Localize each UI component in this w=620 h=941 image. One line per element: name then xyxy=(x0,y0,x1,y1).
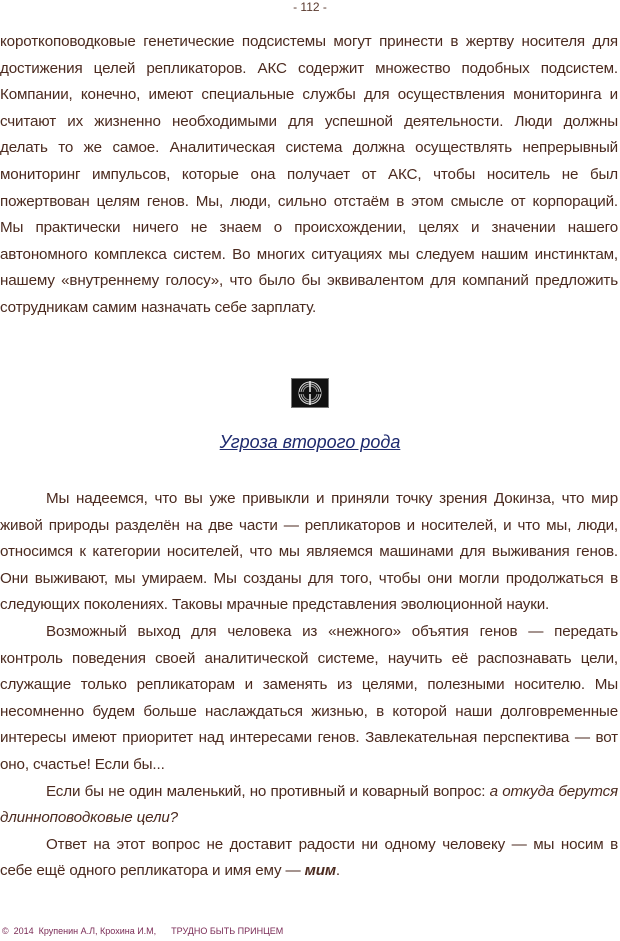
text-line: считают их жизненно необходимыми для успешной деятельности. Люди должны xyxy=(0,112,618,130)
italic-question: а откуда берутся длинноповодковые цели? xyxy=(0,782,618,827)
text-line: пожертвован целям генов. Мы, люди, сильно отстаём в этом смысле от корпораций. xyxy=(0,192,618,210)
text-line: короткоповодковые генетические подсистемы могут принести в жертву носителя для xyxy=(0,33,618,50)
text-line: мониторинг импульсов, которые она получает от АКС, чтобы носитель не был xyxy=(0,165,618,183)
paragraph xyxy=(0,832,618,885)
paragraph-text: Если бы не один маленький, но противный и коварный вопрос: xyxy=(46,782,490,800)
text-line: нашему «внутреннему голосу», что было бы эквивалентом для компаний предложить xyxy=(0,272,618,290)
text-line: Компании, конечно, имеют специальные службы для осуществления мониторинга и xyxy=(0,86,618,104)
chapter-title[interactable]: Угроза второго рода xyxy=(219,432,401,452)
page-number: - 112 - xyxy=(293,0,327,14)
text-line: достижения целей репликаторов. АКС содержит множество подобных подсистем. xyxy=(0,59,618,77)
text-section-1 xyxy=(0,29,618,322)
paragraph: Возможный выход для человека из «нежного» объятия генов — передать контроль поведения своей аналитической системе, научить её распознавать цели, служащие только репликаторам и заменять из целями, полезными носителю. Мы несомненно будем больше наслаждаться жизнью, в которой наши долговременные интересы имеют приоритет над интересами генов. Завлекательная перспектива — вот оно, счастье! Если бы... xyxy=(0,622,618,773)
text-line: автономного комплекса систем. Во многих ситуациях мы следуем нашим инстинктам, xyxy=(0,245,618,263)
paragraph: Мы надеемся, что вы уже привыкли и приняли точку зрения Докинза, что мир живой природы разделён на две части — репликаторов и носителей, и что мы, люди, относимся к категории носителей, что мы являемся машинами для выживания генов. Они выживают, мы умираем. Мы созданы для того, чтобы они могли продолжаться в следующих поколениях. Таковы мрачные представления эволюционной науки. xyxy=(0,490,618,614)
footer-copyright: © 2014 Крупенин А.Л, Крохина И.М, ТРУДНО БЫТЬ ПРИНЦЕМ xyxy=(2,926,284,936)
text-section-2 xyxy=(0,486,618,885)
bold-term: мим xyxy=(304,862,336,880)
paragraph-text: Ответ на этот вопрос не доставит радости ни одному человеку — мы носим в себе ещё одного репликатора и имя ему — xyxy=(0,835,618,880)
text-line: Мы практически ничего не знаем о происхождении, целях и значении нашего xyxy=(0,219,618,237)
period: . xyxy=(335,862,340,880)
text-line: сотрудникам самим назначать себе зарплату. xyxy=(0,298,317,316)
paragraph xyxy=(0,779,618,832)
text-line: делать то же самое. Аналитическая система должна осуществлять непрерывный xyxy=(0,139,618,157)
circle-target-emblem-icon xyxy=(291,378,329,408)
